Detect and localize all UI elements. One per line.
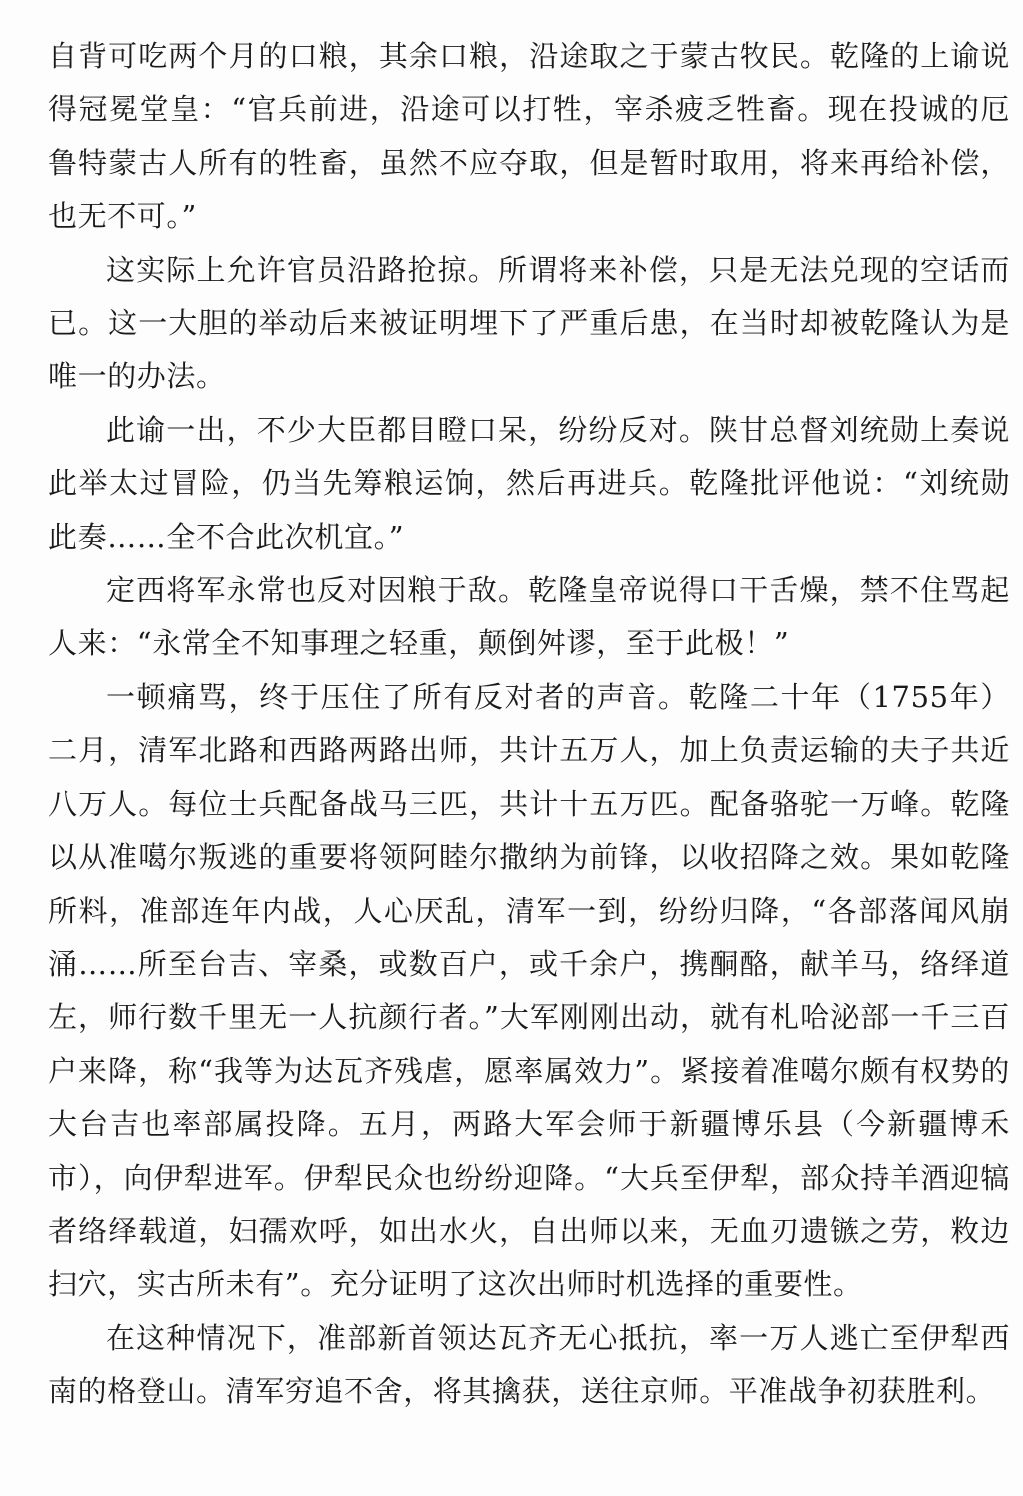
body-text [48, 30, 1010, 1419]
paragraph-2: 这实际上允许官员沿路抢掠。所谓将来补偿，只是无法兑现的空话而已。这一大胆的举动后来被证明埋下了严重后患，在当时却被乾隆认为是唯一的办法。 [48, 252, 1010, 394]
paragraph-4: 定西将军永常也反对因粮于敌。乾隆皇帝说得口干舌燥，禁不住骂起人来：“永常全不知事理之轻重，颠倒舛谬，至于此极！” [48, 573, 1010, 661]
paragraph-6: 在这种情况下，准部新首领达瓦齐无心抵抗，率一万人逃亡至伊犁西南的格登山。清军穷追不舍，将其擒获，送往京师。平准战争初获胜利。 [48, 1320, 1010, 1409]
paragraph-3: 此谕一出，不少大臣都目瞪口呆，纷纷反对。陕甘总督刘统勋上奏说此举太过冒险，仍当先筹粮运饷，然后再进兵。乾隆批评他说：“刘统勋此奏……全不合此次机宜。” [48, 412, 1010, 554]
paragraph-5: 一顿痛骂，终于压住了所有反对者的声音。乾隆二十年（1755年）二月，清军北路和西路两路出师，共计五万人，加上负责运输的夫子共近八万人。每位士兵配备战马三匹，共计十五万匹。配备骆驼一万峰。乾隆以从准噶尔叛逃的重要将领阿睦尔撒纳为前锋，以收招降之效。果如乾隆所料，准部连年内战，人心厌乱，清军一到，纷纷归降，“各部落闻风崩涌……所至台吉、宰桑，或数百户，或千余户，携酮酪，献羊马，络绎道左，师行数千里无一人抗颜行者。”大军刚刚出动，就有札哈泌部一千三百户来降，称“我等为达瓦齐残虐，愿率属效力”。紧接着准噶尔颇有权势的大台吉也率部属投降。五月，两路大军会师于新疆博乐县（今新疆博禾市），向伊犁进军。伊犁民众也纷纷迎降。“大兵至伊犁，部众持羊酒迎犒者络绎载道，妇孺欢呼，如出水火，自出师以来，无血刃遗镞之劳，敉边扫穴，实古所未有”。充分证明了这次出师时机选择的重要性。 [48, 679, 1010, 1302]
paragraph-1: 自背可吃两个月的口粮，其余口粮，沿途取之于蒙古牧民。乾隆的上谕说得冠冕堂皇：“官兵前进，沿途可以打牲，宰杀疲乏牲畜。现在投诚的厄鲁特蒙古人所有的牲畜，虽然不应夺取，但是暂时取用，将来再给补偿，也无不可。” [48, 39, 1010, 234]
